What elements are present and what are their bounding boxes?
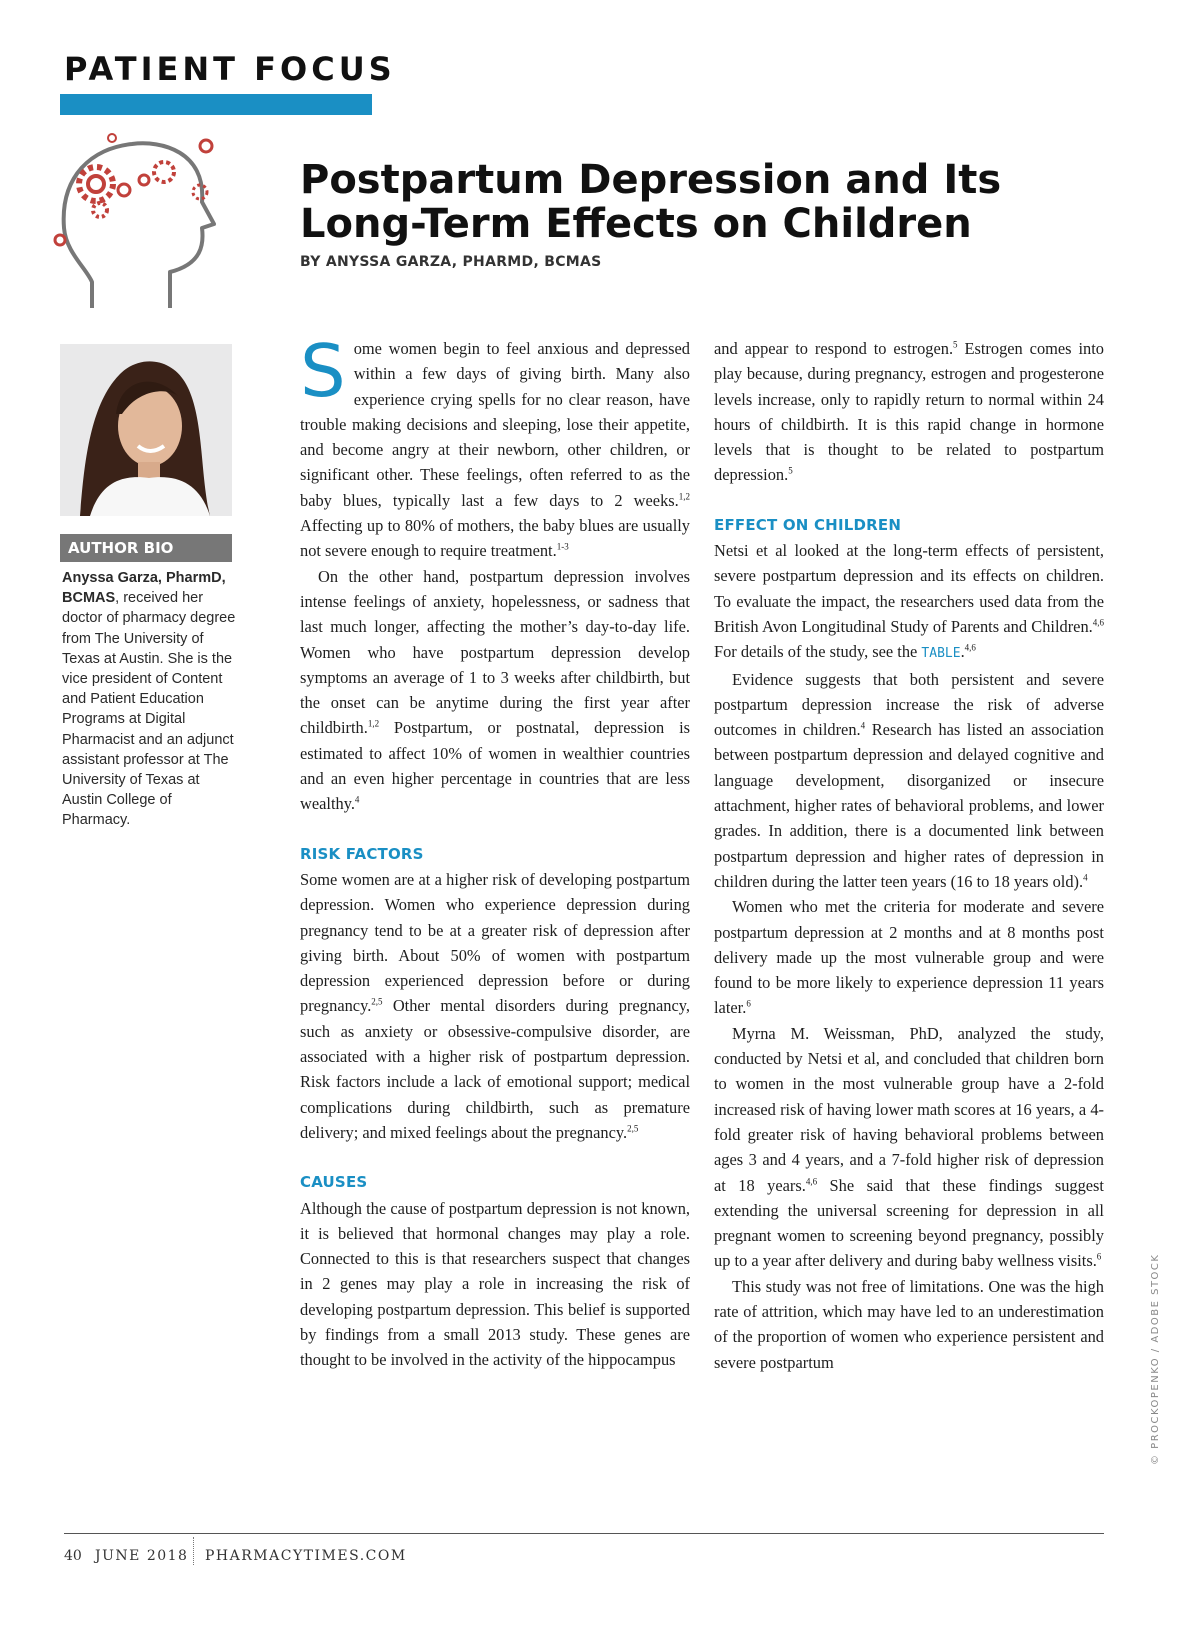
effect-paragraph-2	[714, 667, 1104, 895]
author-portrait-icon	[60, 344, 232, 516]
intro-paragraph-2: On the other hand, postpartum depression involves intense feelings of anxiety, hopelessness, or sadness that last much longer, affecting the mother’s day-to-day life. Women who have postpartum depression develop symptoms an average of 1 to 3 weeks after childbirth, but the onset can be anytime during the first year after childbirth.$^{1,2}$ Postpartum, or postnatal, depression is estimated to affect 10% of women in wealthier countries and an even higher percentage in countries that are less wealthy.$^4$	[300, 566, 690, 814]
text-run: Estrogen comes into play because, during pregnancy, estrogen and progesterone levels increase, only to rapidly return to normal within 24 hours of childbirth. It is this rapid change in hormone levels that is thought to be related to postpartum depression.	[714, 339, 1104, 485]
text-run: Myrna M. Weissman, PhD, analyzed the study, conducted by Netsi et al, and concluded that children born to women in the most vulnerable group have a 2-fold increased risk of having lower math scores at 16 years, a 4-fold greater risk of having behavioral problems between ages 3 and 4 years, and a 7-fold higher risk of depression at 18 years.	[714, 1023, 1104, 1195]
intro-paragraph-1: Some women begin to feel anxious and depressed within a few days of giving birth. Many also experience crying spells for no clear reason, have trouble making decisions and sleeping, lose their appetite, and become angry at their newborn, other children, or significant other. These feelings, often referred to as the baby blues, typically last a few days to 2 weeks.$^{1,2}$ Affecting up to 80% of mothers, the baby blues are usually not severe enough to require treatment.$^{1-3}$	[300, 329, 690, 561]
issue-date: JUNE 2018	[95, 1548, 189, 1564]
footer-separator	[193, 1537, 195, 1565]
reference-superscript: 4,6	[805, 1176, 818, 1187]
causes-paragraph-continued	[714, 336, 1104, 488]
risk-factors-heading: RISK FACTORS	[300, 844, 424, 863]
risk-factors-paragraph: Some women are at a higher risk of developing postpartum depression. Women who experience depression during pregnancy tend to be at a greater risk of depression after giving birth. About 50% of women with postpartum depression experienced depression before or during pregnancy.$^{2,5}$ Other mental disorders during pregnancy, such as anxiety or obsessive-compulsive disorder, are associated with a higher risk of postpartum depression. Risk factors include a lack of emotional support; medical complications during childbirth, such as premature delivery; and mixed feelings about the pregnancy.$^{2,5}$	[300, 869, 690, 1142]
page-number: 40	[64, 1548, 82, 1564]
text-run: Netsi et al looked at the long-term effects of persistent, severe postpartum depression and its effects on children. To evaluate the impact, the researchers used data from the British Avon Longitudinal Study of Parents and Children.	[714, 541, 1104, 636]
text-run: For details of the study, see the	[714, 642, 922, 662]
title-line-2: Long-Term Effects on Children	[300, 201, 972, 247]
reference-superscript: 4,6	[1092, 617, 1104, 628]
causes-heading: CAUSES	[300, 1173, 368, 1192]
reference-superscript: 5	[953, 339, 958, 350]
section-accent-bar	[60, 94, 372, 115]
section-label: PATIENT FOCUS	[64, 50, 396, 88]
byline: BY ANYSSA GARZA, PHARMD, BCMAS	[300, 254, 602, 270]
text-run: This study was not free of limitations. One was the high rate of attrition, which may have led to an underestimation of the proportion of women who experience persistent and severe postpartum	[714, 1276, 1104, 1372]
causes-text-part-1: Although the cause of postpartum depression is not known, it is believed that hormonal changes may play a role. Connected to this is that researchers suspect that changes in 2 genes may play a role in increasing the risk of developing postpartum depression. This belief is supported by findings from a small 2013 study. These genes are thought to be involved in the activity of the hippocampus	[300, 1198, 690, 1370]
head-gears-icon	[52, 132, 222, 312]
text-run: .	[960, 642, 965, 662]
table-link[interactable]: TABLE	[921, 646, 961, 662]
effect-paragraph-5	[714, 1274, 1104, 1375]
author-photo	[60, 344, 232, 516]
author-bio	[62, 568, 238, 831]
author-bio-text: , received her doctor of pharmacy degree from The University of Texas at Austin. She is the vice president of Content and Patient Education Programs at Digital Pharmacist and an adjunct assistant professor at The University of Texas at Austin College of Pharmacy.	[62, 590, 236, 829]
article-column-1	[300, 329, 690, 1373]
reference-superscript: 4	[860, 720, 866, 731]
publication-site: PHARMACYTIMES.COM	[205, 1548, 407, 1564]
effect-paragraph-1	[714, 538, 1104, 666]
reference-superscript: 6	[746, 998, 751, 1009]
footer-divider	[64, 1533, 1104, 1534]
text-run: Research has listed an association between postpartum depression and delayed cognitive and language development, disorganized or insecure attachment, higher rates of behavioral problems, and lower grades. In addition, there is a documented link between postpartum depression and higher rates of depression in children during the latter teen years (16 to 18 years old).	[714, 720, 1104, 891]
image-credit: © PROCKOPENKO / ADOBE STOCK	[1150, 1253, 1161, 1465]
effect-paragraph-4	[714, 1021, 1104, 1274]
author-name: Anyssa Garza, PharmD, BCMAS	[62, 570, 226, 607]
text-run: Women who met the criteria for moderate and severe postpartum depression at 2 months and at 8 months post delivery made up the most vulnerable group and were found to be more likely to experience depression 11 years later.	[714, 897, 1104, 1018]
reference-superscript: 4,6	[964, 642, 976, 653]
reference-superscript: 6	[1096, 1251, 1102, 1262]
article-title	[300, 158, 1120, 246]
reference-superscript: 5	[788, 466, 793, 477]
causes-paragraph	[300, 1196, 690, 1373]
effect-on-children-heading: EFFECT ON CHILDREN	[714, 515, 902, 534]
title-line-1: Postpartum Depression and Its	[300, 157, 1002, 203]
effect-paragraph-3	[714, 894, 1104, 1020]
article-column-2	[714, 336, 1104, 1375]
author-bio-label: AUTHOR BIO	[60, 534, 232, 562]
text-run: and appear to respond to estrogen.	[714, 339, 954, 358]
drop-cap: S	[300, 329, 346, 413]
text-run: She said that these findings suggest extending the universal screening for depression in all pregnant women to screening beyond pregnancy, possibly up to a year after delivery and during baby wellness visits.	[714, 1175, 1104, 1271]
text-run: Evidence suggests that both persistent and severe postpartum depression increase the risk of adverse outcomes in children.	[714, 669, 1104, 740]
reference-superscript: 4	[1083, 872, 1088, 883]
